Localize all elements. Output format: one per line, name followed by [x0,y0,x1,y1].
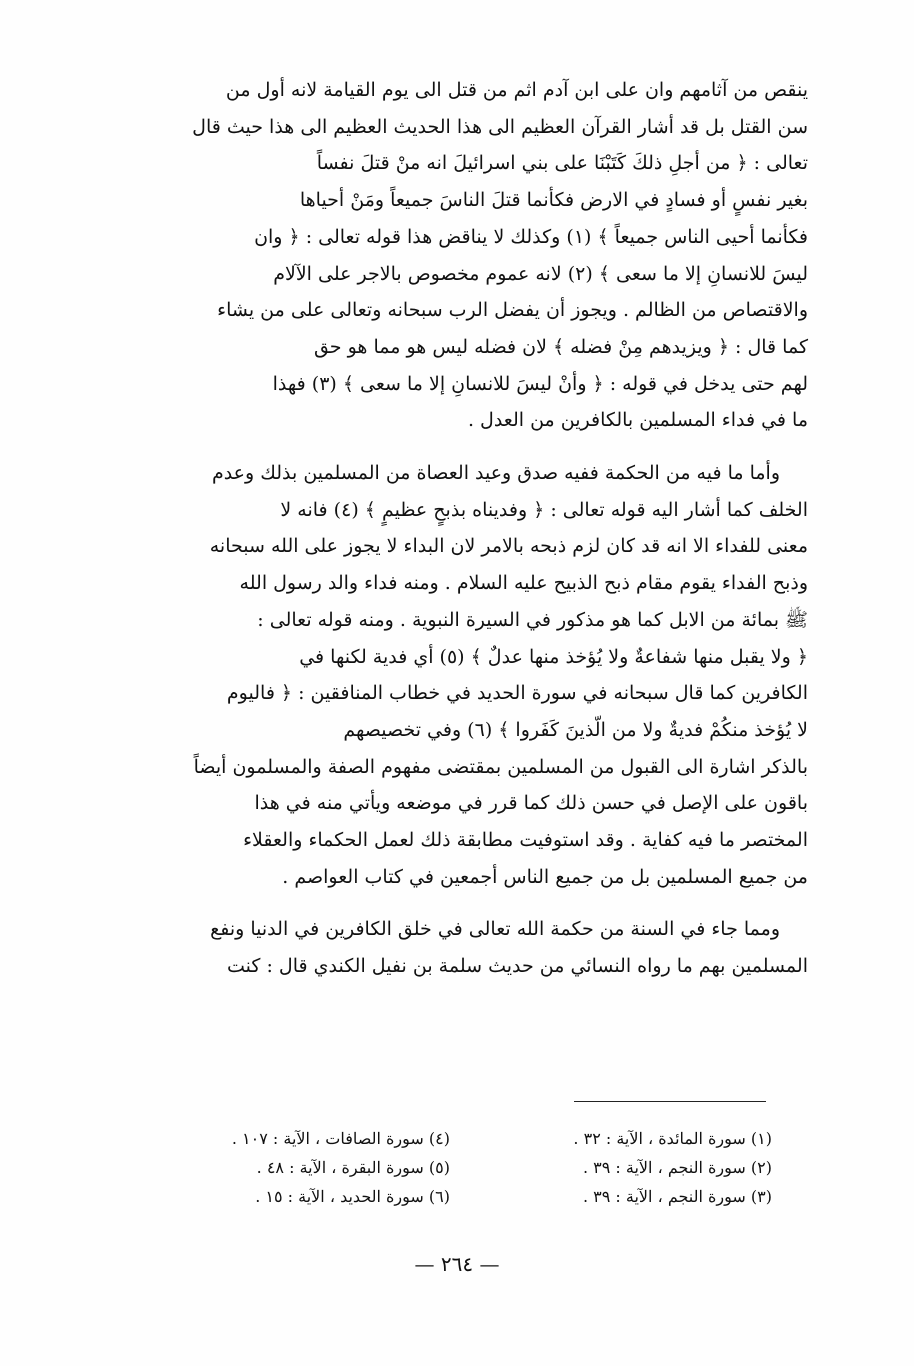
text-line: الخلف كما أشار اليه قوله تعالى : ﴿ وفديناه بذبحٍ عظيمٍ ﴾ (٤) فانه لا [280,498,808,521]
footnote: (٤) سورة الصافات ، الآية : ١٠٧ . [231,1129,450,1148]
page-number: — ٢٦٤ — [414,1252,500,1276]
text-line: لهم حتى يدخل في قوله : ﴿ وأنْ ليسَ للانسانِ إلا ما سعى ﴾ (٣) فهذا [272,372,808,395]
text-line: ومما جاء في السنة من حكمة الله تعالى في خلق الكافرين في الدنيا ونفع [210,918,780,941]
text-line: ﷺ بمائة من الابل كما هو مذكور في السيرة النبوية . ومنه قوله تعالى : [257,608,808,631]
text-line: بغير نفسٍ أو فسادٍ في الارض فكأنما قتلَ الناسَ جميعاً ومَنْ أحياها [299,189,808,212]
text-line: سن القتل بل قد أشار القرآن العظيم الى هذا الحديث العظيم الى هذا حيث قال [192,115,808,138]
body-text [120,72,808,985]
text-line: ليسَ للانسانِ إلا ما سعى ﴾ (٢) لانه عموم مخصوص بالاجر على الآلام [273,262,808,285]
text-line: معنى للفداء الا انه قد كان لزم ذبحه بالامر لان البداء لا يجوز على الله سبحانه [209,535,808,558]
footnote: (٥) سورة البقرة ، الآية : ٤٨ . [256,1158,450,1177]
text-line: والاقتصاص من الظالم . ويجوز أن يفضل الرب سبحانه وتعالى على من يشاء [217,299,808,322]
footnote-separator [574,1101,766,1102]
text-line: المسلمين بهم ما رواه النسائي من حديث سلمة بن نفيل الكندي قال : كنت [226,955,808,978]
text-line: المختصر ما فيه كفاية . وقد استوفيت مطابقة ذلك لعمل الحكماء والعقلاء [243,829,808,852]
text-line: وذبح الفداء يقوم مقام ذبح الذبيح عليه السلام . ومنه فداء والد رسول الله [239,572,808,595]
text-line: وأما ما فيه من الحكمة ففيه صدق وعيد العصاة من المسلمين بذلك وعدم [211,462,780,485]
footnote: (١) سورة المائدة ، الآية : ٣٢ . [573,1129,772,1148]
footnote: (٦) سورة الحديد ، الآية : ١٥ . [255,1187,450,1206]
text-line: من جميع المسلمين بل من جميع الناس أجمعين في كتاب العواصم . [282,865,808,888]
footnote: (٣) سورة النجم ، الآية : ٣٩ . [582,1187,772,1206]
text-line: ﴿ ولا يقبل منها شفاعةٌ ولا يُؤخذ منها عدلٌ ﴾ (٥) أي فدية لكنها في [299,645,808,668]
text-line: بالذكر اشارة الى القبول من المسلمين بمقتضى مفهوم الصفة والمسلمون أيضاً [193,755,808,778]
footnotes-left-column [150,1124,450,1211]
footnotes-right-column [500,1124,772,1211]
text-line: تعالى : ﴿ من أجلِ ذلكَ كَتَبْنَا على بني اسرائيلَ انه منْ قتلَ نفساً [316,152,808,175]
footnote: (٢) سورة النجم ، الآية : ٣٩ . [582,1158,772,1177]
text-line: كما قال : ﴿ ويزيدهم مِنْ فضله ﴾ لان فضله ليس هو مما هو حق [313,335,808,358]
text-line: ينقص من آثامهم وان على ابن آدم اثم من قتل الى يوم القيامة لانه أول من [225,79,808,101]
text-line: باقون على الإصل في حسن ذلك كما قرر في موضعه ويأتي منه في هذا [254,792,808,815]
text-line: فكأنما أحيى الناس جميعاً ﴾ (١) وكذلك لا يناقض هذا قوله تعالى : ﴿ وان [254,225,808,248]
text-line: ما في فداء المسلمين بالكافرين من العدل . [467,409,808,432]
text-line: الكافرين كما قال سبحانه في سورة الحديد في خطاب المنافقين : ﴿ فاليوم [226,682,808,705]
text-line: لا يُؤخذ منكُمْ فديةٌ ولا من الّذينَ كَفَروا ﴾ (٦) وفي تخصيصهم [343,718,808,741]
